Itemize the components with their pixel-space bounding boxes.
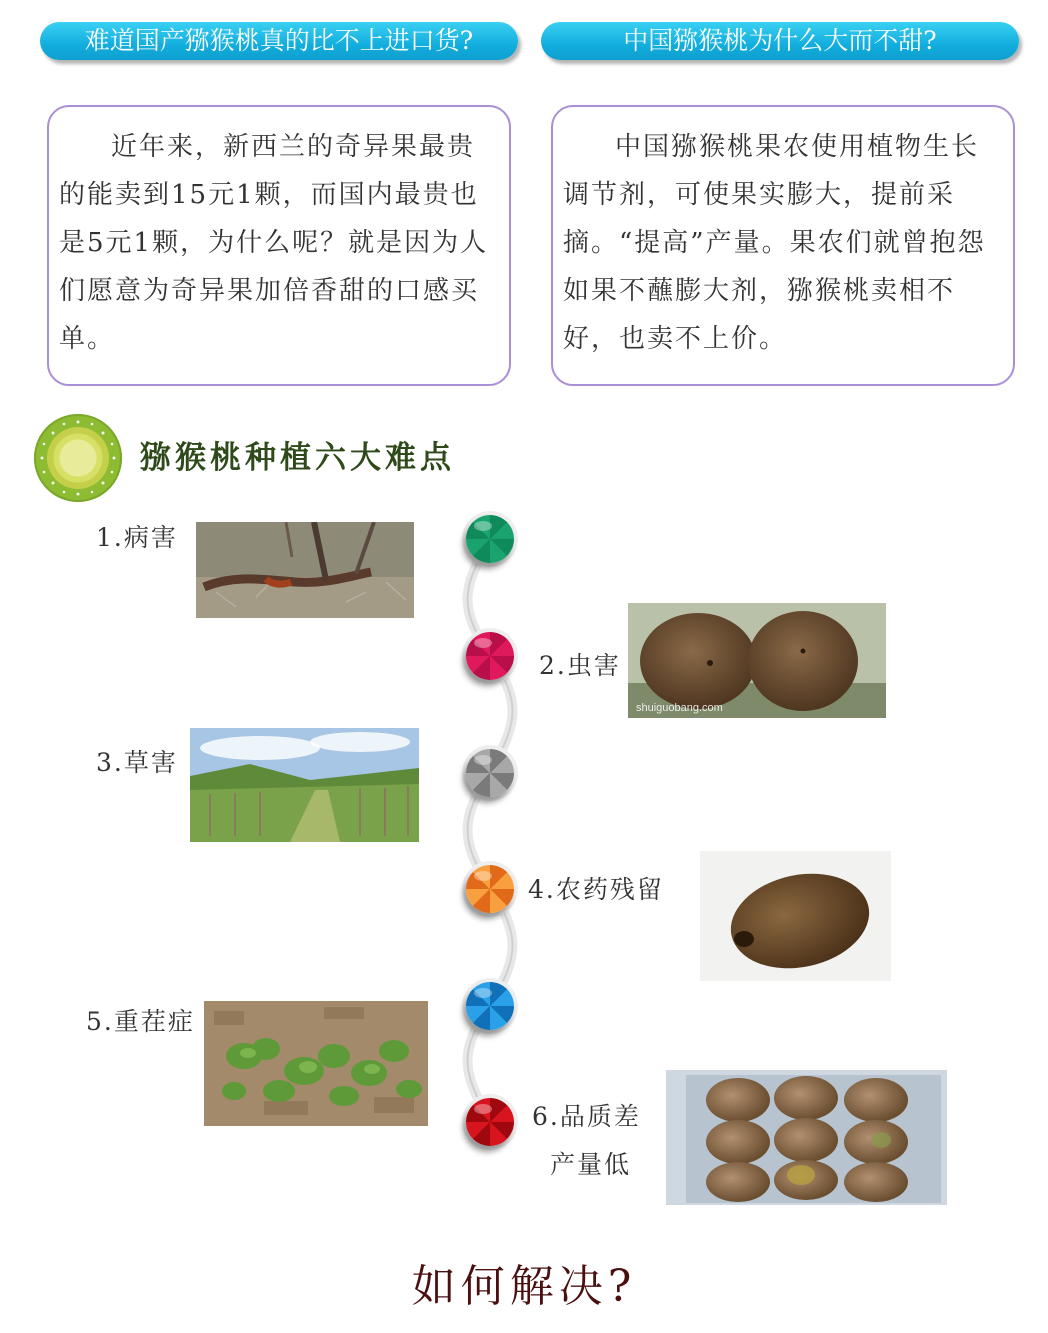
difficulty-label-4: 4.农药残留 <box>528 875 664 904</box>
timeline-dot-2 <box>466 632 514 680</box>
card-right-text: 中国猕猴桃果农使用植物生长调节剂，可使果实膨大，提前采摘。“提高”产量。果农们就曾抱怨如果不蘸膨大剂，猕猴桃卖相不好，也卖不上价。 <box>563 132 986 354</box>
banner-right-title: 中国猕猴桃为什么大而不甜? <box>541 22 1019 60</box>
timeline-dot-6 <box>466 1098 514 1146</box>
timeline-dot-3 <box>466 749 514 797</box>
card-left-text: 近年来，新西兰的奇异果最贵的能卖到15元1颗，而国内最贵也是5元1颗，为什么呢？就是因为人们愿意为奇异果加倍香甜的口感买单。 <box>59 132 489 354</box>
banner-left-title: 难道国产猕猴桃真的比不上进口货? <box>40 22 518 60</box>
poor-quality-photo <box>666 1070 947 1205</box>
pest-photo <box>628 603 886 718</box>
difficulty-label-6: 6.品质差 <box>532 1102 641 1131</box>
difficulty-label-2: 2.虫害 <box>539 651 621 680</box>
difficulty-label-5: 5.重茬症 <box>86 1007 195 1036</box>
closing-question: 如何解决? <box>411 1261 637 1312</box>
difficulty-label-1: 1.病害 <box>96 523 178 552</box>
photo-watermark: shuiguobang.com <box>636 702 723 714</box>
difficulty-label-3: 3.草害 <box>96 748 178 777</box>
section-title: 猕猴桃种植六大难点 <box>140 440 455 476</box>
difficulty-label-6-line2: 产量低 <box>550 1150 632 1179</box>
disease-photo <box>196 522 414 618</box>
timeline-dot-4 <box>466 865 514 913</box>
replant-disease-photo <box>204 1001 428 1126</box>
pesticide-residue-photo <box>700 851 891 981</box>
timeline-connector <box>440 510 540 1170</box>
timeline-dot-5 <box>466 982 514 1030</box>
kiwi-slice-icon <box>34 414 122 502</box>
card-left <box>47 105 511 386</box>
weed-photo <box>190 728 419 842</box>
card-right <box>551 105 1015 386</box>
timeline-dot-1 <box>466 515 514 563</box>
